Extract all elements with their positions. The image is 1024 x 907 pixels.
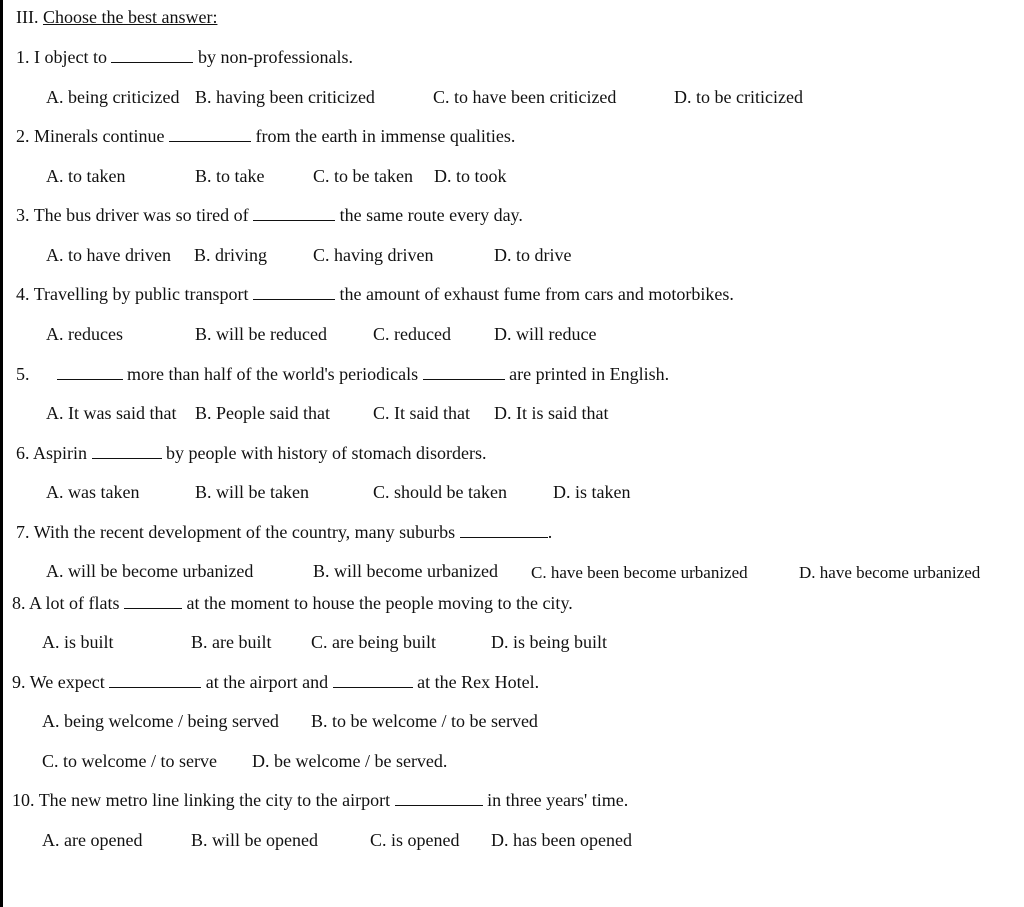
question-number: 2. [16,126,30,146]
option-a[interactable]: A. is built [42,632,114,652]
question-8 [12,592,573,614]
question-text: Aspirin [33,443,88,463]
option-d[interactable]: D. to took [434,166,507,186]
option-c[interactable]: C. reduced [373,324,451,344]
question-text: at the Rex Hotel. [417,672,540,692]
option-b[interactable]: B. will be opened [191,830,318,850]
question-2 [16,125,515,147]
option-d[interactable]: D. to be criticized [674,87,803,107]
question-text: the same route every day. [339,205,523,225]
question-text: The new metro line linking the city to the airport [38,790,391,810]
answer-blank[interactable] [111,48,193,63]
option-c[interactable]: C. having driven [313,245,434,265]
option-a[interactable]: A. was taken [46,482,140,502]
option-d[interactable]: D. to drive [494,245,572,265]
question-4 [16,283,734,305]
question-7 [16,521,552,543]
option-d[interactable]: D. is being built [491,632,607,652]
question-number: 7. [16,522,30,542]
section-numeral: III. [16,7,39,27]
left-border [0,0,3,907]
option-a[interactable]: A. being criticized [46,87,180,107]
question-text: in three years' time. [487,790,629,810]
option-d[interactable]: D. will reduce [494,324,597,344]
option-b[interactable]: B. People said that [195,403,330,423]
question-text: With the recent development of the country, many suburbs [33,522,456,542]
option-b[interactable]: B. to be welcome / to be served [311,711,538,731]
option-b[interactable]: B. having been criticized [195,87,375,107]
question-text: . [547,522,553,542]
option-d[interactable]: D. is taken [553,482,631,502]
option-b[interactable]: B. driving [194,245,268,265]
option-a[interactable]: A. to taken [46,166,126,186]
question-text: Minerals continue [34,126,165,146]
option-d[interactable]: D. be welcome / be served. [252,751,448,771]
question-number: 4. [16,284,30,304]
answer-blank[interactable] [57,365,123,380]
question-text: Travelling by public transport [33,284,249,304]
question-text: at the airport and [205,672,329,692]
option-a[interactable]: A. are opened [42,830,143,850]
option-c[interactable]: C. are being built [311,632,436,652]
question-6 [16,442,486,464]
option-a[interactable]: A. It was said that [46,403,177,423]
option-a[interactable]: A. to have driven [46,245,171,265]
section-heading: Choose the best answer: [42,7,218,27]
question-number: 8. [12,593,26,613]
answer-blank[interactable] [92,444,162,459]
answer-blank[interactable] [423,365,505,380]
question-text: by people with history of stomach disorders. [166,443,487,463]
question-text: by non-professionals. [197,47,353,67]
answer-blank[interactable] [109,673,201,688]
question-number: 3. [16,205,30,225]
question-text: The bus driver was so tired of [33,205,249,225]
question-number: 6. [16,443,30,463]
option-c[interactable]: C. to welcome / to serve [42,751,217,771]
answer-blank[interactable] [395,791,483,806]
option-c[interactable]: C. have been become urbanized [531,563,748,582]
option-b[interactable]: B. will be reduced [195,324,327,344]
question-text: A lot of flats [29,593,120,613]
question-text: the amount of exhaust fume from cars and motorbikes. [339,284,734,304]
question-10 [12,789,628,811]
option-b[interactable]: B. to take [195,166,265,186]
option-c[interactable]: C. is opened [370,830,460,850]
question-number: 10. [12,790,35,810]
option-d[interactable]: D. has been opened [491,830,632,850]
option-b[interactable]: B. will be taken [195,482,309,502]
question-text: from the earth in immense qualities. [255,126,516,146]
option-c[interactable]: C. to be taken [313,166,413,186]
question-9 [12,671,539,693]
question-text: We expect [29,672,105,692]
option-c[interactable]: C. should be taken [373,482,507,502]
option-c[interactable]: C. to have been criticized [433,87,617,107]
question-5 [16,363,669,385]
question-number: 5. [16,364,30,384]
option-b[interactable]: B. are built [191,632,272,652]
question-3 [16,204,523,226]
question-1 [16,46,353,68]
answer-blank[interactable] [253,285,335,300]
option-a[interactable]: A. will be become urbanized [46,561,254,581]
question-text: at the moment to house the people moving to the city. [186,593,573,613]
question-text: are printed in English. [509,364,670,384]
option-a[interactable]: A. being welcome / being served [42,711,279,731]
option-d[interactable]: D. have become urbanized [799,563,981,582]
question-text: I object to [34,47,107,67]
question-number: 9. [12,672,26,692]
answer-blank[interactable] [169,127,251,142]
question-number: 1. [16,47,30,67]
option-a[interactable]: A. reduces [46,324,123,344]
answer-blank[interactable] [333,673,413,688]
option-d[interactable]: D. It is said that [494,403,609,423]
section-title [16,6,217,28]
option-c[interactable]: C. It said that [373,403,470,423]
answer-blank[interactable] [460,523,548,538]
option-b[interactable]: B. will become urbanized [313,561,498,581]
answer-blank[interactable] [124,594,182,609]
answer-blank[interactable] [253,206,335,221]
question-text: more than half of the world's periodicals [127,364,419,384]
